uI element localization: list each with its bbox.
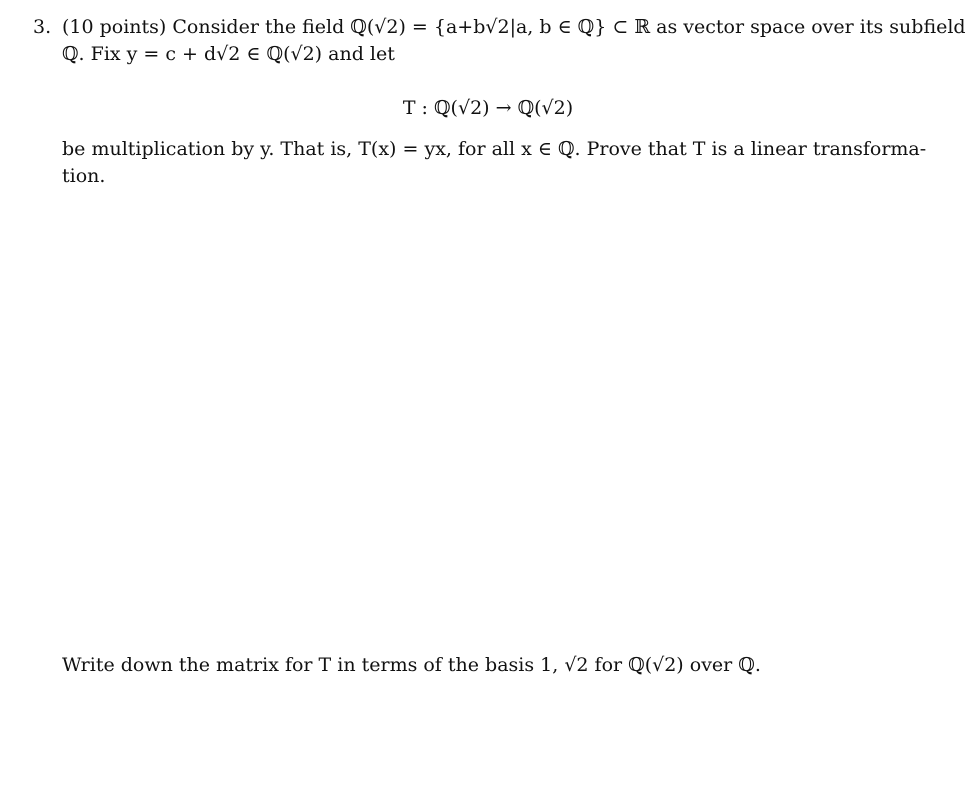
instruction-paragraph-line-1: be multiplication by y. That is, T(x) = yx, for all x ∈ ℚ. Prove that T is a linear transforma-: [62, 138, 927, 160]
instruction-paragraph-line-2: tion.: [62, 165, 106, 187]
problem-statement-line-2: ℚ. Fix y = c + d√2 ∈ ℚ(√2) and let: [62, 43, 395, 65]
problem-statement-line-1: (10 points) Consider the field ℚ(√2) = {a+b√2|a, b ∈ ℚ} ⊂ ℝ as vector space over its subfield: [62, 16, 966, 38]
display-equation: T : ℚ(√2) → ℚ(√2): [402, 97, 574, 119]
follow-up-question: Write down the matrix for T in terms of the basis 1, √2 for ℚ(√2) over ℚ.: [62, 654, 761, 676]
problem-number: 3.: [33, 16, 52, 38]
